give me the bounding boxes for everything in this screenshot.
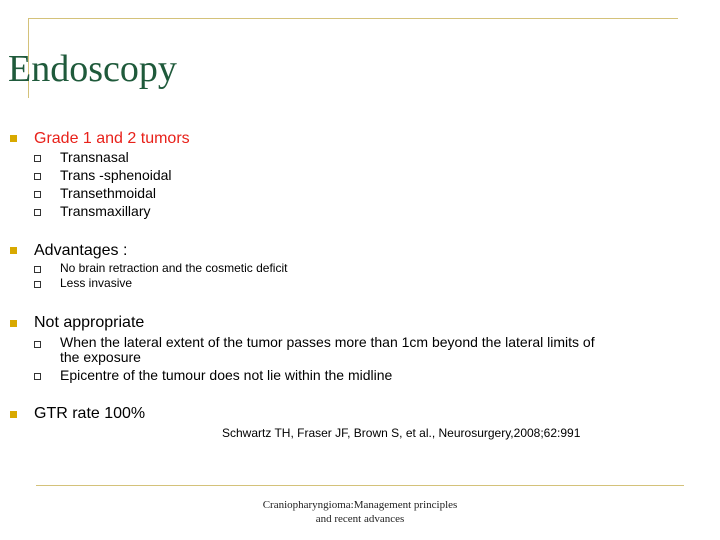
sub-bullet-icon	[34, 191, 41, 198]
sub-bullet-icon	[34, 281, 41, 288]
list-item: Transmaxillary	[60, 203, 151, 219]
top-border-rule	[28, 18, 678, 19]
footer-line: and recent advances	[315, 513, 405, 525]
slide-footer	[250, 498, 470, 526]
list-item: No brain retraction and the cosmetic deficit	[60, 261, 288, 275]
sub-bullet-icon	[34, 341, 41, 348]
citation-text: Schwartz TH, Fraser JF, Brown S, et al., Neurosurgery,2008;62:991	[222, 426, 581, 440]
section-heading-not-appropriate: Not appropriate	[34, 314, 145, 331]
sub-bullet-icon	[34, 373, 41, 380]
list-item: Trans -sphenoidal	[60, 167, 172, 183]
list-item: Transnasal	[60, 149, 129, 165]
list-item: When the lateral extent of the tumor passes more than 1cm beyond the lateral limits of	[60, 334, 595, 350]
section-heading-grade: Grade 1 and 2 tumors	[34, 130, 190, 147]
list-item: Transethmoidal	[60, 185, 156, 201]
sub-bullet-icon	[34, 155, 41, 162]
footer-line: Craniopharyngioma:Management principles	[262, 499, 458, 511]
bullet-square-icon	[10, 247, 17, 254]
list-item: Epicentre of the tumour does not lie within the midline	[60, 367, 393, 383]
sub-bullet-icon	[34, 266, 41, 273]
slide-title: Endoscopy	[8, 48, 177, 90]
section-heading-gtr-rate: GTR rate 100%	[34, 405, 146, 422]
bullet-square-icon	[10, 320, 17, 327]
bullet-square-icon	[10, 135, 17, 142]
sub-bullet-icon	[34, 173, 41, 180]
sub-bullet-icon	[34, 209, 41, 216]
list-item-continuation: the exposure	[60, 349, 141, 365]
bottom-border-rule	[36, 485, 684, 486]
section-heading-advantages: Advantages :	[34, 242, 128, 259]
bullet-square-icon	[10, 411, 17, 418]
list-item: Less invasive	[60, 276, 133, 290]
